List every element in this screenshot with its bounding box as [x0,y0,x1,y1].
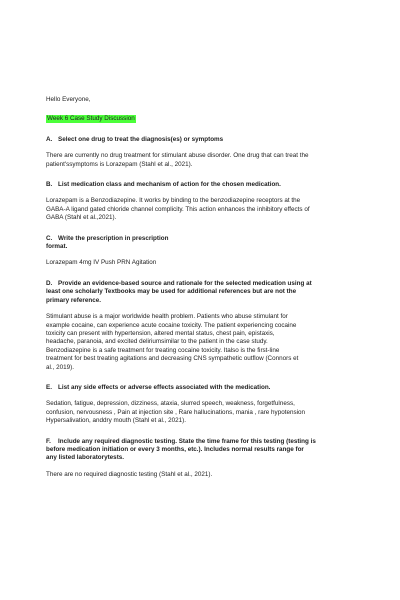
document-body [46,96,360,479]
section-b-question [46,181,360,189]
section-f-question-text-3: any listed laboratorytests. [46,454,125,462]
answer-line: Sedation, fatigue, depression, dizziness, ataxia, slurred speech, weakness, forgetfulness, [46,400,295,408]
section-a-answer [46,152,360,169]
answer-line: headache, paranoia, and excited deliriumsimilar to the patient in the case study. [46,338,268,346]
answer-line: Lorazepam 4mg IV Push PRN Agitation [46,259,157,267]
section-b-letter: B. [46,181,53,189]
greeting: Hello Everyone, [46,96,91,103]
section-c-question [46,235,360,252]
section-d-question [46,280,360,305]
answer-line: GABA (Stahl et al.,2021). [46,214,117,222]
answer-line: example cocaine, can experience acute cocaine toxicity. The patient experiencing cocaine [46,321,297,329]
answer-line: treatment for best treating agitations and decreasing CNS sympathetic outflow (Connors et [46,355,299,363]
answer-line: Hypersalivation, anddry mouth (Stahl et al., 2021). [46,417,187,425]
answer-line: Benzodiazepine is a safe treatment for treating cocaine toxicity. Italso is the first-line [46,346,280,354]
section-c-question-text: Write the prescription in prescription [58,234,169,242]
answer-line: There are no required diagnostic testing (Stahl et al., 2021). [46,470,213,478]
section-c-answer [46,259,360,267]
section-f-letter: F. [46,437,51,445]
section-e-letter: E. [46,383,52,391]
answer-line: toxicity can present with hypertension, altered mental status, chest pain, epistaxis, [46,329,275,337]
section-c-letter: C. [46,234,53,242]
section-f-question-text: Include any required diagnostic testing. State the time frame for this testing (testing is [58,437,316,445]
section-a-question-text: Select one drug to treat the diagnosis(es) or symptoms [58,135,224,143]
section-c-question-text-2: format. [46,243,68,251]
section-b-question-text: List medication class and mechanism of action for the chosen medication. [58,181,281,189]
section-f-answer [46,471,360,479]
highlighted-title: Week 6 Case Study Discussion [47,115,135,123]
section-e-question-text: List any side effects or adverse effects associated with the medication. [58,383,271,391]
answer-line: Stimulant abuse is a major worldwide health problem. Patients who abuse stimulant for [46,313,288,321]
section-e-answer [46,400,360,425]
answer-line: Lorazepam is a Benzodiazepine. It works by binding to the benzodiazepine receptors at the [46,197,301,205]
answer-line: confusion, nervousness , Pain at injection site , Rare hallucinations, mania , rare hypotension [46,408,306,416]
section-b-answer [46,197,360,222]
section-f-question [46,438,360,463]
section-d-question-text-3: primary reference. [46,296,101,304]
section-e-question [46,384,360,392]
section-d-letter: D. [46,279,53,287]
answer-line: GABA-A ligand gated chloride channel complicity. This action enhances the inhibitory effects of [46,205,310,213]
answer-line: al., 2019). [46,363,75,371]
section-d-answer [46,313,360,372]
section-a-letter: A. [46,135,53,143]
section-f-question-text-2: before medication initiation or every 3 months, etc.). Includes normal results range for [46,445,304,453]
title-line [46,115,360,123]
section-d-question-text: Provide an evidence-based source and rationale for the selected medication using at [58,279,312,287]
answer-line: patient'ssymptoms is Lorazepam (Stahl et al., 2021). [46,160,193,168]
section-d-question-text-2: least one scholarly Textbooks may be used for additional references but are not the [46,288,297,296]
section-a-question [46,136,360,144]
answer-line: There are currently no drug treatment for stimulant abuse disorder. One drug that can treat the [46,152,309,160]
